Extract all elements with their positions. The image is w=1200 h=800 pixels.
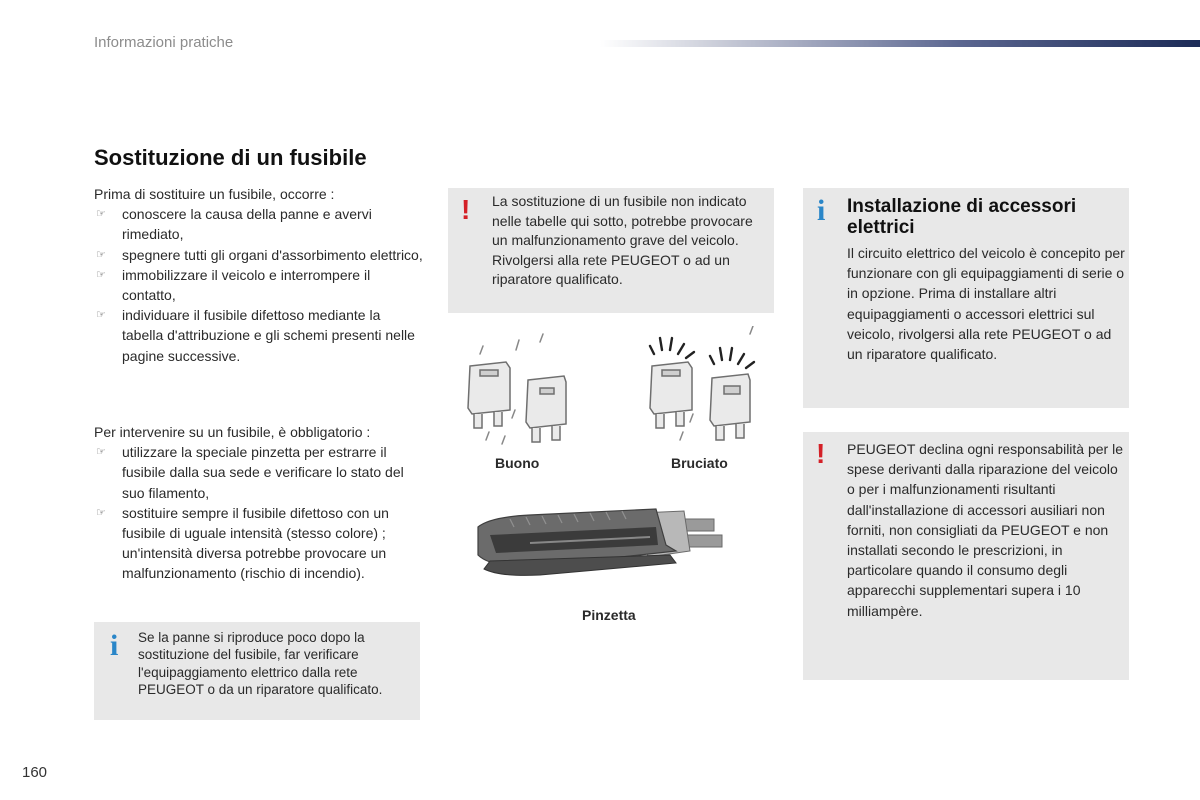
intro-lead: Prima di sostituire un fusibile, occorre : — [94, 186, 335, 202]
hand-pointer-icon: ☞ — [96, 446, 106, 459]
fuse-good-illustration — [460, 332, 570, 447]
info-box-left — [94, 622, 420, 720]
warning-box-right — [803, 432, 1129, 680]
warning-box-mid — [448, 188, 774, 313]
list-item-text: sostituire sempre il fusibile difettoso con un fusibile di uguale intensità (stesso colore) ; un'intensità diversa potrebbe provocare un malfunzionamento (rischio di incendio). — [122, 504, 389, 582]
list-item-text: spegnere tutti gli organi d'assorbimento elettrico, — [122, 246, 423, 263]
warning-icon: ! — [461, 194, 471, 225]
procedure-list — [94, 442, 424, 583]
info-icon: i — [817, 194, 826, 227]
warning-icon: ! — [816, 438, 826, 469]
list-item-text: utilizzare la speciale pinzetta per estrarre il fusibile dalla sua sede e verificare lo stato del suo filamento, — [122, 444, 404, 501]
list-item — [94, 265, 424, 305]
intro-section — [94, 184, 424, 366]
list-item-text: immobilizzare il veicolo e interrompere il contatto, — [122, 266, 371, 304]
section-label: Informazioni pratiche — [94, 34, 234, 51]
list-item — [94, 305, 424, 366]
info-box-right — [803, 188, 1129, 408]
list-item — [94, 204, 424, 244]
hand-pointer-icon: ☞ — [96, 268, 106, 281]
hand-pointer-icon: ☞ — [96, 506, 106, 519]
info-box-left-text: Se la panne si riproduce poco dopo la sostituzione del fusibile, far verificare l'equipaggiamento elettrico dalla rete PEUGEOT o da un riparatore qualificato. — [138, 630, 383, 698]
list-item-text: individuare il fusibile difettoso mediante la tabella d'attribuzione e gli schemi presenti nelle pagine successive. — [122, 307, 415, 364]
warning-box-mid-text: La sostituzione di un fusibile non indicato nelle tabelle qui sotto, potrebbe provocare un malfunzionamento grave del veicolo. Rivolgersi alla rete PEUGEOT o ad un riparatore qualificato. — [492, 193, 753, 288]
fuse-blown-illustration — [640, 326, 770, 446]
fuse-good-caption: Buono — [495, 455, 540, 471]
page-number: 160 — [22, 764, 48, 781]
info-box-right-text: Il circuito elettrico del veicolo è concepito per funzionare con gli equipaggiamenti di serie o in opzione. Prima di installare altri equipaggiamenti o accessori elettrici sul veicolo, rivolgersi alla rete PEUGEOT o ad un riparatore qualificato. — [847, 245, 1125, 363]
info-icon: i — [110, 629, 119, 662]
accessories-heading: Installazione di accessori elettrici — [847, 196, 1077, 238]
page-title: Sostituzione di un fusibile — [94, 145, 367, 170]
tweezers-illustration — [470, 505, 730, 583]
hand-pointer-icon: ☞ — [96, 248, 106, 261]
warning-box-right-text: PEUGEOT declina ogni responsabilità per le spese derivanti dalla riparazione del veicolo o per i malfunzionamenti risultanti dall'installazione di accessori ausiliari non forniti, non consigliati da PEUGEOT e non installati secondo le prescrizioni, in particolare quando il consumo degli apparecchi supplementari supera i 10 milliampère. — [847, 441, 1124, 619]
list-item — [94, 245, 424, 265]
hand-pointer-icon: ☞ — [96, 208, 106, 221]
intro-list — [94, 204, 424, 366]
list-item — [94, 503, 424, 584]
fuse-blown-caption: Bruciato — [671, 455, 728, 471]
list-item-text: conoscere la causa della panne e avervi rimediato, — [122, 206, 372, 243]
header-bar — [600, 40, 1200, 47]
list-item — [94, 442, 424, 503]
tweezers-caption: Pinzetta — [582, 607, 636, 623]
hand-pointer-icon: ☞ — [96, 309, 106, 322]
procedure-section — [94, 422, 424, 584]
procedure-lead: Per intervenire su un fusibile, è obbligatorio : — [94, 424, 371, 440]
